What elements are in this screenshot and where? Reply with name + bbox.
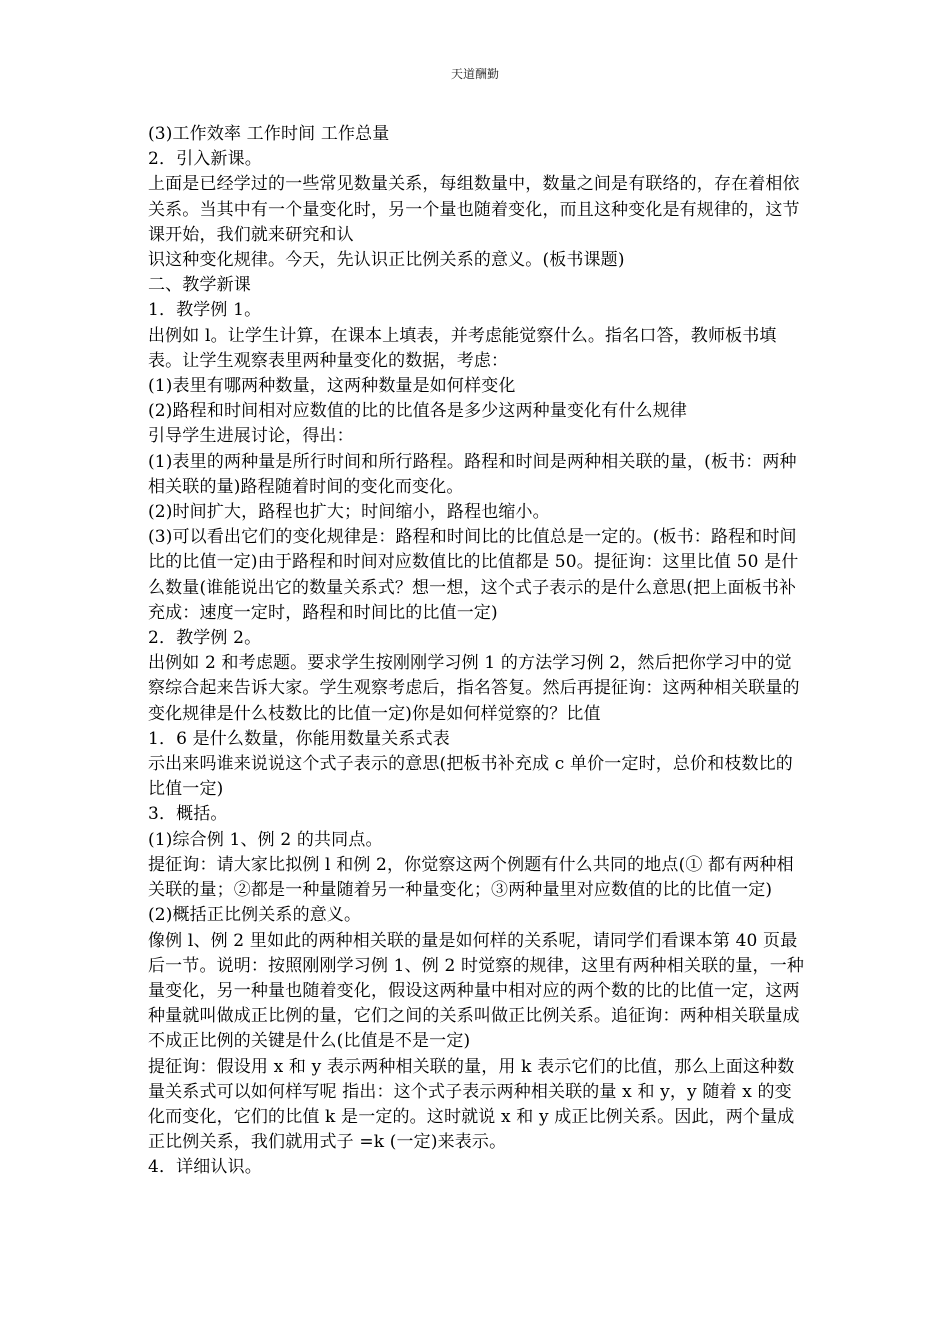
section-heading: 二、教学新课 (148, 275, 251, 296)
paragraph: 1．6 是什么数量，你能用数量关系式表 (148, 728, 450, 749)
document-body (148, 122, 808, 1181)
paragraph: (3)工作效率 工作时间 工作总量 (148, 124, 390, 144)
paragraph: 出例如 2 和考虑题。要求学生按刚刚学习例 1 的方法学习例 2，然后把你学习中的觉察综合起来告诉大家。学生观察考虑后，指名答复。然后再提征询：这两种相关联量的变化规律是什么枝数比的比值一定)你是如何样觉察的？比值 (148, 653, 800, 724)
paragraph: (2)时间扩大，路程也扩大；时间缩小，路程也缩小。 (148, 502, 550, 523)
paragraph: 上面是已经学过的一些常见数量关系，每组数量中，数量之间是有联络的，存在着相依关系。当其中有一个量变化时，另一个量也随着变化，而且这种变化是有规律的，这节课开始，我们就来研究和认 (148, 174, 800, 245)
paragraph: 示出来吗谁来说说这个式子表示的意思(把板书补充成 c 单价一定时，总价和枝数比的比值一定) (148, 754, 793, 800)
paragraph: 4．详细认识。 (148, 1157, 262, 1178)
paragraph: (1)表里的两种量是所行时间和所行路程。路程和时间是两种相关联的量，(板书：两种相关联的量)路程随着时间的变化而变化。 (148, 451, 797, 497)
paragraph: 出例如 l。让学生计算，在课本上填表，并考虑能觉察什么。指名口答，教师板书填表。让学生观察表里两种量变化的数据，考虑： (148, 325, 777, 371)
paragraph: 提征询：请大家比拟例 l 和例 2，你觉察这两个例题有什么共同的地点(① 都有两种相关联的量；②都是一种量随着另一种量变化；③两种量里对应数值的比的比值一定) (148, 854, 794, 901)
paragraph: 引导学生进展讨论，得出： (148, 426, 354, 447)
paragraph: (2)路程和时间相对应数值的比的比值各是多少这两种量变化有什么规律 (148, 401, 688, 422)
paragraph: (1)综合例 1、例 2 的共同点。 (148, 829, 383, 850)
paragraph: 3．概括。 (148, 804, 228, 825)
paragraph: 识这种变化规律。今天，先认识正比例关系的意义。(板书课题) (148, 250, 625, 271)
paragraph: 2．引入新课。 (148, 149, 262, 170)
paragraph: (2)概括正比例关系的意义。 (148, 905, 362, 926)
paragraph: (3)可以看出它们的变化规律是：路程和时间比的比值总是一定的。(板书：路程和时间比的比值一定)由于路程和时间对应数值比的比值都是 50。提征询：这里比值 50 是什么数量(谁能说出它的数量关系式？想一想，这个式子表示的是什么意思(把上面板书补充成：速度一定时，路程和时间比的比值一定) (148, 527, 799, 623)
paragraph: 1．教学例 1。 (148, 300, 262, 321)
paragraph: 2．教学例 2。 (148, 628, 262, 649)
paragraph: (1)表里有哪两种数量，这两种数量是如何样变化 (148, 376, 516, 397)
paragraph: 提征询：假设用 x 和 y 表示两种相关联的量，用 k 表示它们的比值，那么上面这种数量关系式可以如何样写呢 指出：这个式子表示两种相关联的量 x 和 y，y 随着 x 的变化而变化，它们的比值 k 是一定的。这时就说 x 和 y 成正比例关系。因此，两个量成正比例关系，我们就用式子 =k (一定)来表示。 (148, 1056, 795, 1153)
paragraph: 像例 l、例 2 里如此的两种相关联的量是如何样的关系呢，请同学们看课本第 40 页最后一节。说明：按照刚刚学习例 1、例 2 时觉察的规律，这里有两种相关联的量，一种量变化，另一种量也随着变化，假设这两种量中相对应的两个数的比的比值一定，这两种量就叫做成正比例的量，它们之间的关系叫做正比例关系。追征询：两种相关联量成不成正比例的关键是什么(比值是不是一定) (148, 930, 804, 1052)
page-header: 天道酬勤 (450, 67, 499, 81)
